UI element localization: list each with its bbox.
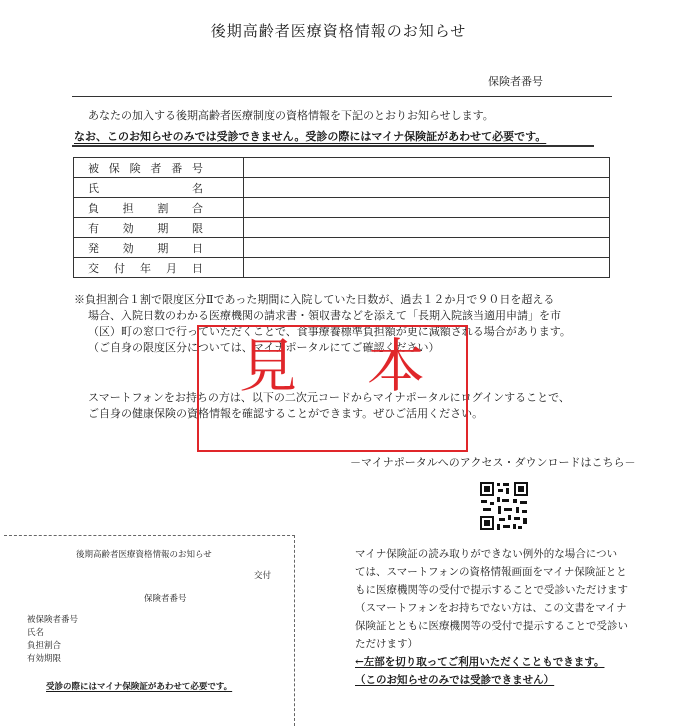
info-table-value xyxy=(244,238,610,258)
info-table-row xyxy=(74,158,610,178)
info-table-label-text: 負 担 割 合 xyxy=(88,201,203,215)
right-line: ただけます） xyxy=(355,638,418,650)
cutout-card xyxy=(4,535,295,726)
cutout-note: 受診の際にはマイナ保険証があわせて必要です。 xyxy=(46,682,233,692)
cutout-title: 後期高齢者医療資格情報のお知らせ xyxy=(76,550,212,560)
note-line: ※負担割合１割で限度区分Ⅱであった期間に入院していた日数が、過去１２か月で９０日を超える xyxy=(74,293,555,306)
cutout-row-label: 負担割合 xyxy=(27,641,62,651)
info-table xyxy=(73,157,610,278)
info-table-label xyxy=(74,238,244,258)
stamp-char: 本 xyxy=(367,332,426,400)
info-table-label-text: 発 効 期 日 xyxy=(88,241,203,255)
right-line: マイナ保険証の読み取りができない例外的な場合につい xyxy=(355,548,618,560)
right-bold-line: （このお知らせのみでは受診できません） xyxy=(355,674,555,686)
info-table-value xyxy=(244,198,610,218)
qr-code-icon[interactable] xyxy=(478,480,530,532)
info-table-value xyxy=(244,218,610,238)
info-table-label-text: 被 保 険 者 番 号 xyxy=(88,161,203,175)
cutout-row-label: 氏名 xyxy=(27,628,45,638)
cutout-issued-label: 交付 xyxy=(254,571,272,581)
intro-text: あなたの加入する後期高齢者医療制度の資格情報を下記のとおりお知らせします。 xyxy=(88,109,494,122)
info-table-value xyxy=(244,158,610,178)
right-line: 保険証とともに医療機関等の受付で提示することで受診い xyxy=(355,620,628,632)
warning-rule xyxy=(72,145,594,147)
divider xyxy=(72,96,612,97)
info-table-label-text: 交 付 年 月 日 xyxy=(88,261,203,275)
cutout-row-label: 被保険者番号 xyxy=(27,615,79,625)
info-table-label xyxy=(74,158,244,178)
info-table-row xyxy=(74,218,610,238)
right-info-box xyxy=(355,545,628,689)
page-title: 後期高齢者医療資格情報のお知らせ xyxy=(210,22,467,40)
right-line: ては、スマートフォンの資格情報画面をマイナ保険証とと xyxy=(355,566,627,578)
cutout-insurer-number: 保険者番号 xyxy=(144,594,187,604)
stamp-char: 見 xyxy=(239,332,298,400)
info-table-row xyxy=(74,238,610,258)
sample-stamp xyxy=(197,325,468,452)
info-table-label xyxy=(74,198,244,218)
right-line: （スマートフォンをお持ちでない方は、この文書をマイナ xyxy=(355,602,627,614)
right-line: もに医療機関等の受付で提示することで受診いただけます xyxy=(355,584,628,596)
info-table-label-text: 氏 名 xyxy=(88,181,203,195)
info-table-row xyxy=(74,258,610,278)
cutout-rows xyxy=(27,614,78,666)
insurer-number-label: 保険者番号 xyxy=(488,75,543,88)
info-table-row xyxy=(74,198,610,218)
info-table-value xyxy=(244,178,610,198)
info-table-value xyxy=(244,258,610,278)
smartphone-line: ご自身の健康保険の資格情報を確認することができます。ぜひご活用ください。 xyxy=(88,407,484,420)
portal-caption: －マイナポータルへのアクセス・ダウンロードはこちら－ xyxy=(350,456,636,469)
info-table-label xyxy=(74,258,244,278)
note-line: 場合、入院日数のわかる医療機関の請求書・領収書などを添えて「長期入院該当適用申請」を市 xyxy=(88,309,561,322)
info-table-label-text: 有 効 期 限 xyxy=(88,221,203,235)
cutout-row-label: 有効期限 xyxy=(27,654,62,664)
info-table-label xyxy=(74,218,244,238)
note-line: （区）町の窓口で行っていただくことで、食事療養標準負担額が更に減額される場合があります。 xyxy=(88,325,571,338)
smartphone-line: スマートフォンをお持ちの方は、以下の二次元コードからマイナポータルにログインすることで、 xyxy=(88,391,570,404)
right-bold-line: ←左部を切り取ってご利用いただくこともできます。 xyxy=(355,656,605,668)
note-line: （ご自身の限度区分については、マイナポータルにてご確認ください） xyxy=(88,341,440,354)
info-table-label xyxy=(74,178,244,198)
info-table-row xyxy=(74,178,610,198)
warning-text: なお、このお知らせのみでは受診できません。受診の際にはマイナ保険証があわせて必要です。 xyxy=(74,130,547,143)
